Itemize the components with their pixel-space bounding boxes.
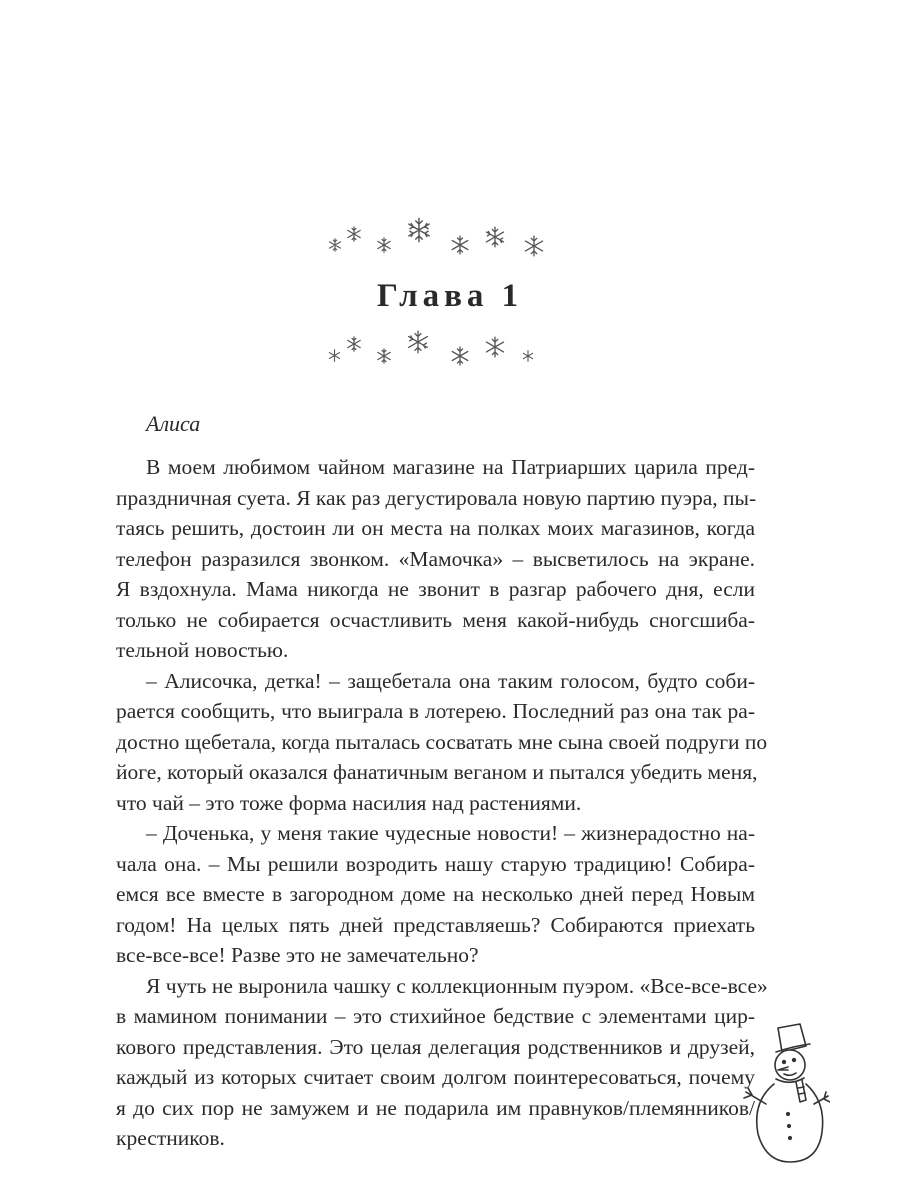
text-line: я до сих пор не замужем и не подарила им правнуков/племянников/	[116, 1095, 755, 1120]
text-line: годом! На целых пять дней представляешь? Собираются приехать	[116, 912, 755, 937]
snowflake-icon	[406, 217, 432, 243]
snowflake-icon	[346, 226, 362, 242]
snowflake-icon	[376, 237, 392, 253]
snowflake-icon	[328, 349, 341, 362]
snowflake-icon	[484, 336, 506, 358]
snowflake-row-top	[0, 213, 900, 273]
text-line: кового представления. Это целая делегация родственников и друзей,	[116, 1034, 755, 1059]
snowflake-icon	[406, 330, 430, 354]
text-line: достно щебетала, когда пыталась сосватать мне сына своей подруги по	[116, 729, 768, 754]
text-line: все-все-все! Разве это не замечательно?	[116, 943, 479, 967]
chapter-body	[116, 452, 768, 1154]
snowflake-icon	[328, 238, 342, 252]
text-line: йоге, который оказался фанатичным веганом и пытался убедить меня,	[116, 760, 758, 784]
text-line: в мамином понимании – это стихийное бедствие с элементами цир-	[116, 1004, 755, 1028]
text-line: только не собирается осчастливить меня какой-нибудь сногсшиба-	[116, 607, 755, 632]
paragraph	[116, 452, 755, 666]
snowflake-row-bottom	[0, 328, 900, 388]
text-line: каждый из которых считает своим долгом поинтересоваться, почему	[116, 1065, 755, 1089]
text-line: В моем любимом чайном магазине на Патриарших царила пред-	[146, 455, 755, 479]
text-line: емся все вместе в загородном доме на несколько дней перед Новым	[116, 882, 755, 906]
text-line: что чай – это тоже форма насилия над растениями.	[116, 790, 582, 815]
text-line: – Доченька, у меня такие чудесные новости! – жизнерадостно на-	[146, 821, 755, 845]
snowflake-icon	[523, 235, 545, 257]
text-line: – Алисочка, детка! – защебетала она таким голосом, будто соби-	[146, 668, 755, 693]
text-line: крестников.	[116, 1126, 225, 1150]
snowflake-icon	[346, 336, 362, 352]
text-line: таясь решить, достоин ли он места на полках моих магазинов, когда	[116, 516, 755, 540]
paragraph	[116, 971, 768, 1154]
chapter-title: Глава 1	[376, 278, 524, 314]
text-line: праздничная суета. Я как раз дегустировала новую партию пуэра, пы-	[116, 485, 757, 510]
paragraph	[116, 666, 768, 819]
paragraph	[116, 818, 755, 971]
snowflake-icon	[450, 346, 470, 366]
text-line: Я чуть не выронила чашку с коллекционным пуэром. «Все-все-все»	[146, 973, 768, 998]
snowflake-icon	[450, 235, 470, 255]
snowman-icon	[738, 1022, 830, 1182]
text-line: телефон разразился звонком. «Мамочка» – высветилось на экране.	[116, 546, 755, 571]
snowflake-icon	[484, 226, 506, 248]
text-line: тельной новостью.	[116, 638, 289, 662]
snowflake-icon	[376, 348, 392, 364]
pov-label: Алиса	[146, 411, 201, 436]
text-line: Я вздохнула. Мама никогда не звонит в разгар рабочего дня, если	[116, 577, 755, 601]
snowflake-icon	[522, 350, 534, 362]
text-line: чала она. – Мы решили возродить нашу старую традицию! Собира-	[116, 851, 755, 876]
text-line: рается сообщить, что выиграла в лотерею. Последний раз она так ра-	[116, 699, 755, 723]
